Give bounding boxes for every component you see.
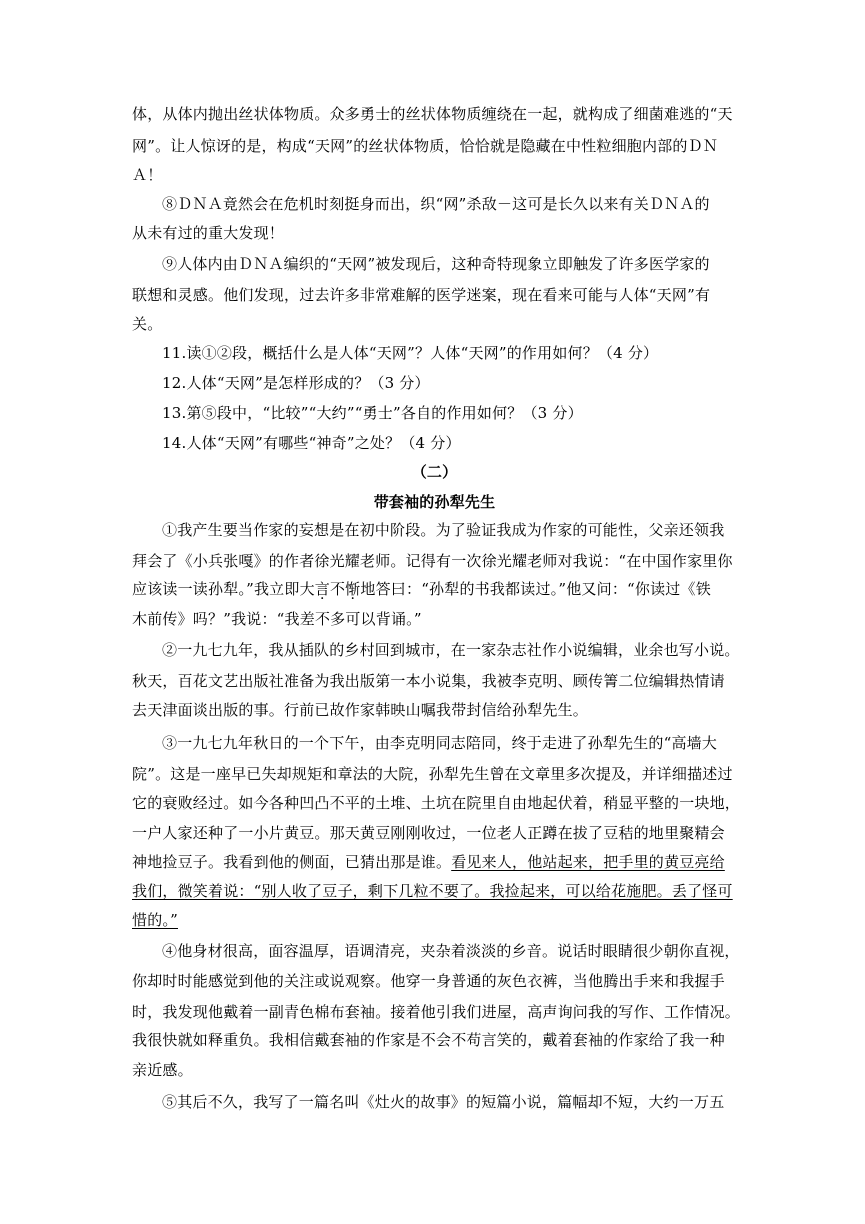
underlined-sentence: 我们，微笑着说：“别人收了豆子，剩下几粒不要了。我捡起来，可以给花施肥。丢了怪可 (132, 882, 733, 900)
text-line: 拜会了《小兵张嘎》的作者徐光耀老师。记得有一次徐光耀老师对我说：“在中国作家里你 (132, 552, 733, 570)
text-line: 秋天，百花文艺出版社准备为我出版第一本小说集，我被李克明、顾传箐二位编辑热情请 (132, 672, 725, 690)
text-line (132, 910, 737, 930)
paragraph-2-line: ②一九七九年，我从插队的乡村回到城市，在一家杂志社作小说编辑，业余也写小说。 (162, 641, 740, 659)
text-line (132, 881, 737, 901)
question-13: 13.第⑤段中，“比较”“大约”“勇士”各自的作用如何？（3 分） (162, 404, 583, 422)
paragraph-4-line: ④他身材很高，面容温厚，语调清亮，夹杂着淡淡的乡音。说话时眼睛很少朝你直视， (162, 942, 740, 960)
text-line: 去天津面谈出版的事。行前已故作家韩映山嘱我带封信给孙犁先生。 (132, 701, 589, 719)
article-title: 带套袖的孙犁先生 (373, 493, 496, 511)
paragraph-5-line: ⑤其后不久，我写了一篇名叫《灶火的故事》的短篇小说，篇幅却不短，大约一万五 (162, 1093, 725, 1111)
text-line: 时，我发现他戴着一副青色棉布套袖。接着他引我们进屋，高声询问我的写作、工作情况。 (132, 1003, 741, 1021)
text-line: 关。 (132, 315, 163, 333)
question-14: 14.人体“天网”有哪些“神奇”之处？（4 分） (162, 434, 461, 452)
underlined-sentence: 惜的。” (132, 911, 178, 929)
text-line: 联想和灵感。他们发现，过去许多非常难解的医学迷案，现在看来可能与人体“天网”有 (132, 286, 711, 304)
emphasis-dot-char: 言 (314, 580, 330, 598)
text-line: 网”。让人惊讶的是，构成“天网”的丝状体物质，恰恰就是隐藏在中性粒细胞内部的ＤＮ (132, 137, 719, 155)
text-line: 它的衰败经过。如今各种凹凸不平的土堆、土坑在院里自由地起伏着，稍显平整的一块地， (132, 794, 741, 812)
text-line: 亲近感。 (132, 1061, 193, 1079)
question-11: 11.读①②段，概括什么是人体“天网”？人体“天网”的作用如何？（4 分） (162, 344, 659, 362)
text-line: Ａ！ (132, 166, 163, 184)
text-line: 我很快就如释重负。我相信戴套袖的作家是不会不苟言笑的，戴着套袖的作家给了我一种 (132, 1031, 725, 1049)
paragraph-9-line: ⑨人体内由ＤＮＡ编织的“天网”被发现后，这种奇特现象立即触发了许多医学家的 (162, 255, 710, 273)
text-line: 你却时时能感觉到他的关注或说观察。他穿一身普通的灰色衣裤，当他腾出手来和我握手 (132, 972, 725, 990)
paragraph-3-line: ③一九七九年秋日的一个下午，由李克明同志陪同，终于走进了孙犁先生的“高墙大 (162, 734, 718, 752)
text-line (132, 579, 737, 599)
text-segment: 不 (329, 580, 346, 598)
text-segment: 地答曰：“孙犁的书我都读过。”他又问：“你读过《铁 (360, 580, 711, 598)
text-line: 从未有过的重大发现！ (132, 224, 285, 242)
paragraph-8-line: ⑧ＤＮＡ竟然会在危机时刻挺身而出，织“网”杀敌－这可是长久以来有关ＤＮＡ的 (162, 195, 710, 213)
text-line: 木前传》吗？”我说：“我差不多可以背诵。” (132, 610, 422, 628)
text-segment: 神地捡豆子。我看到他的侧面，已猜出那是谁。 (132, 853, 452, 871)
question-12: 12.人体“天网”是怎样形成的？（3 分） (162, 374, 430, 392)
paragraph-1-line: ①我产生要当作家的妄想是在初中阶段。为了验证我成为作家的可能性，父亲还领我 (162, 521, 725, 539)
text-line: 院”。这是一座早已失却规矩和章法的大院，孙犁先生曾在文章里多次提及，并详细描述过 (132, 765, 733, 783)
emphasis-dot-char: 惭 (345, 580, 361, 598)
text-segment: 应该读一读孙犁。”我立即大 (132, 580, 315, 598)
text-line (132, 852, 737, 872)
text-line: 体，从体内抛出丝状体物质。众多勇士的丝状体物质缠绕在一起，就构成了细菌难逃的“天 (132, 105, 733, 123)
underlined-sentence: 看见来人，他站起来，把手里的黄豆亮给 (451, 853, 725, 871)
text-line: 一户人家还种了一小片黄豆。那天黄豆刚刚收过，一位老人正蹲在拔了豆秸的地里聚精会 (132, 824, 725, 842)
section-label: （二） (411, 463, 458, 481)
